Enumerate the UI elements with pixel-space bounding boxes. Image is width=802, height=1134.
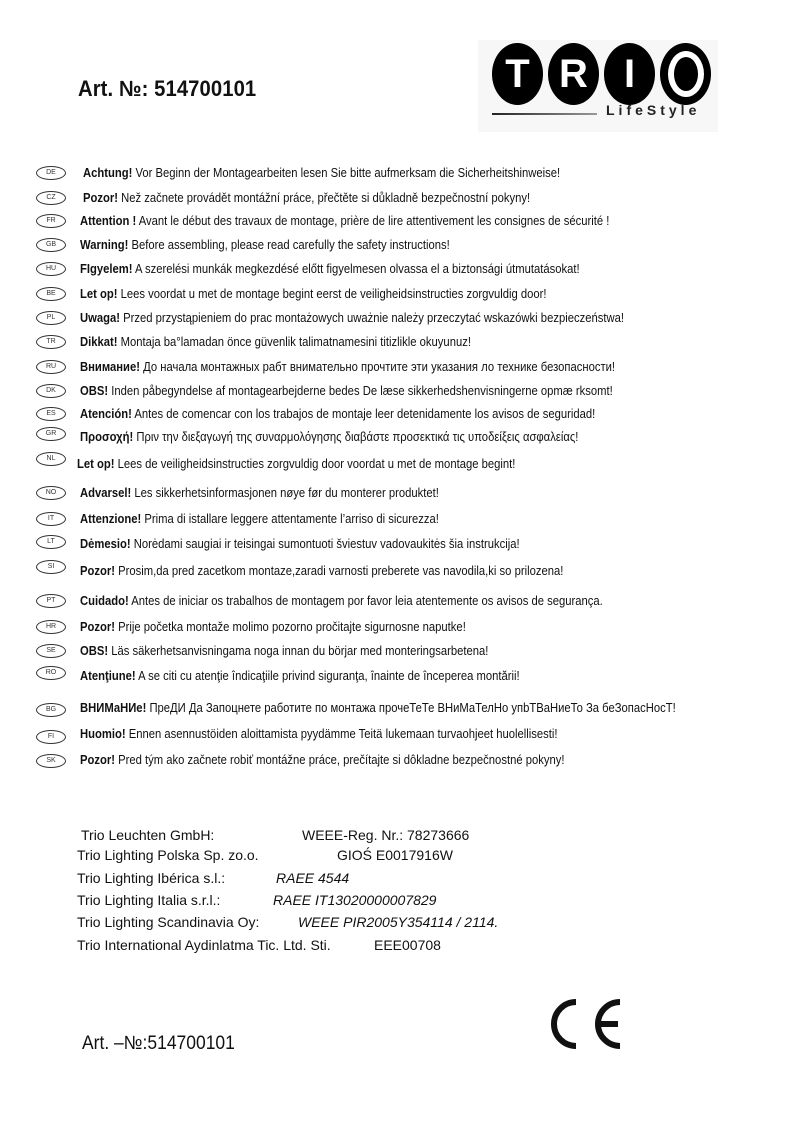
warning-title: Pozor! bbox=[80, 564, 116, 578]
company-registration: RAEE IT13020000007829 bbox=[273, 892, 437, 908]
warning-title: Внимание! bbox=[80, 360, 140, 374]
warning-title: Atenţiune! bbox=[80, 669, 136, 683]
warning-text: Antes de comencar con los trabajos de montaje leer detenidamente los avisos de seguridad! bbox=[131, 407, 596, 421]
warning-text: Montaja ba°lamadan önce güvenlik talimatnamesini titizlikle okuyunuz! bbox=[117, 335, 471, 349]
company-registration: WEEE PIR2005Y354114 / 2114. bbox=[298, 914, 499, 930]
warning-text: Lees de veiligheidsinstructies zorgvuldig door voordat u met de montage begint! bbox=[114, 457, 516, 471]
language-badge-de: DE bbox=[36, 166, 66, 180]
company-name: Trio Lighting Polska Sp. zo.o. bbox=[77, 847, 259, 863]
warning-title: Warning! bbox=[80, 238, 129, 252]
company-registration: WEEE-Reg. Nr.: 78273666 bbox=[302, 827, 470, 843]
language-badge-ro: RO bbox=[36, 666, 66, 680]
article-number-heading: Art. №: 514700101 bbox=[78, 76, 257, 101]
warning-text: Norėdami saugiai ir teisingai sumontuoti šviestuv vadovaukitės šia instrukcija! bbox=[130, 537, 520, 551]
warning-title: Achtung! bbox=[83, 166, 133, 180]
warning-title: Uwaga! bbox=[80, 311, 121, 325]
warning-title: OBS! bbox=[80, 384, 109, 398]
warning-title: OBS! bbox=[80, 644, 109, 658]
language-badge-cz: CZ bbox=[36, 191, 66, 205]
logo-letter-t: T bbox=[492, 43, 543, 105]
warning-text: Πριν την διεξαγωγή της συναρμολόγησης διαβάστε προσεκτικά τις υποδείξεις ασφαλείας! bbox=[133, 430, 579, 444]
warning-text: Ennen asennustöiden aloittamista pyydämme Teitä lukemaan turvaohjeet huolellisesti! bbox=[125, 727, 558, 741]
language-badge-dk: DK bbox=[36, 384, 66, 398]
warning-title: Attention ! bbox=[80, 214, 137, 228]
language-badge-es: ES bbox=[36, 407, 66, 421]
warning-title: Let op! bbox=[77, 457, 115, 471]
warning-title: Dikkat! bbox=[80, 335, 118, 349]
language-badge-tr: TR bbox=[36, 335, 66, 349]
company-name: Trio Lighting Scandinavia Oy: bbox=[77, 914, 260, 930]
language-badge-hu: HU bbox=[36, 262, 66, 276]
language-badge-fr: FR bbox=[36, 214, 66, 228]
language-badge-sk: SK bbox=[36, 754, 66, 768]
warning-title: Dėmesio! bbox=[80, 537, 131, 551]
warning-text: Než začnete provádět montážní práce, přečtěte si důkladně bezpečnostní pokyny! bbox=[118, 191, 531, 205]
warning-text: Prije početka montaže molimo pozorno pročitajte sigurnosne naputke! bbox=[115, 620, 466, 634]
trio-lifestyle-logo bbox=[478, 40, 718, 132]
language-badge-be: BE bbox=[36, 287, 66, 301]
language-badge-fi: FI bbox=[36, 730, 66, 744]
warning-title: Attenzione! bbox=[80, 512, 142, 526]
warning-text: Antes de iniciar os trabalhos de montagem por favor leia atentemente os avisos de segurança. bbox=[128, 594, 603, 608]
logo-letter-r: R bbox=[548, 43, 599, 105]
warning-text: Avant le début des travaux de montage, prière de lire attentivement les consignes de sécurité ! bbox=[136, 214, 610, 228]
warning-text: A se citi cu atenţie îndicaţiile privind siguranţa, înainte de începerea montării! bbox=[135, 669, 520, 683]
language-badge-gr: GR bbox=[36, 427, 66, 441]
language-badge-se: SE bbox=[36, 644, 66, 658]
logo-letter-i: I bbox=[604, 43, 655, 105]
warning-title: Atención! bbox=[80, 407, 132, 421]
warning-text: Prosim,da pred zacetkom montaze,zaradi varnosti preberete vas navodila,ki so prilozena! bbox=[115, 564, 564, 578]
warning-text: Przed przystąpieniem do prac montażowych uważnie należy przeczytać wskazówki bezpieczeństwa! bbox=[120, 311, 624, 325]
warning-text: ПреДИ Да Запоцнете работите по монтажа прочеТеТе ВНиМаТелНо упbТВаНиеТо За беЗопасНосТ! bbox=[146, 701, 676, 715]
logo-letter-o bbox=[660, 43, 711, 105]
language-badge-pl: PL bbox=[36, 311, 66, 325]
warning-title: Pozor! bbox=[83, 191, 119, 205]
language-badge-si: SI bbox=[36, 560, 66, 574]
warning-title: Προσοχή! bbox=[80, 430, 134, 444]
company-registration: RAEE 4544 bbox=[276, 870, 350, 886]
logo-underline bbox=[492, 113, 597, 115]
warning-text: До начала монтажных рабт внимательно прочтите эти указания ло технике безопасности! bbox=[139, 360, 616, 374]
language-badge-bg: BG bbox=[36, 703, 66, 717]
warning-text: Läs säkerhetsanvisningama noga innan du börjar med monteringsarbetena! bbox=[108, 644, 489, 658]
warning-text: A szerelési munkák megkezdésé előtt figyelmesen olvassa el a biztonsági útmutatásokat! bbox=[132, 262, 580, 276]
language-badge-hr: HR bbox=[36, 620, 66, 634]
company-name: Trio Lighting Ibérica s.l.: bbox=[77, 870, 226, 886]
warning-text: Inden påbegyndelse af montagearbejderne bedes De læse sikkerhedshenvisningerne opmæ rksomt! bbox=[108, 384, 613, 398]
warning-text: Pred tým ako začnete robiť montážne práce, prečítajte si dôkladne bezpečnostné pokyny! bbox=[115, 753, 565, 767]
language-badge-ru: RU bbox=[36, 360, 66, 374]
company-name: Trio Lighting Italia s.r.l.: bbox=[77, 892, 221, 908]
language-badge-no: NO bbox=[36, 486, 66, 500]
warning-title: ВНИМаНИе! bbox=[80, 701, 147, 715]
language-badge-pt: PT bbox=[36, 594, 66, 608]
language-badge-gb: GB bbox=[36, 238, 66, 252]
warning-title: FIgyelem! bbox=[80, 262, 133, 276]
article-number-footer: Art. –№:514700101 bbox=[82, 1033, 235, 1054]
company-registration: GIOŚ E0017916W bbox=[337, 847, 453, 863]
ce-mark-icon bbox=[548, 998, 628, 1050]
company-registration: EEE00708 bbox=[374, 937, 441, 953]
warning-text: Before assembling, please read carefully the safety instructions! bbox=[128, 238, 450, 252]
warning-title: Huomio! bbox=[80, 727, 126, 741]
logo-tagline: LifeStyle bbox=[606, 102, 701, 118]
language-badge-nl: NL bbox=[36, 452, 66, 466]
language-badge-it: IT bbox=[36, 512, 66, 526]
warning-title: Pozor! bbox=[80, 753, 116, 767]
company-name: Trio International Aydinlatma Tic. Ltd. Sti. bbox=[77, 937, 331, 953]
warning-text: Les sikkerhetsinformasjonen nøye før du monterer produktet! bbox=[131, 486, 439, 500]
warning-title: Let op! bbox=[80, 287, 118, 301]
company-name: Trio Leuchten GmbH: bbox=[81, 827, 215, 843]
warning-title: Cuidado! bbox=[80, 594, 129, 608]
warning-title: Advarsel! bbox=[80, 486, 132, 500]
warning-text: Lees voordat u met de montage begint eerst de veiligheidsinstructies zorgvuldig door! bbox=[117, 287, 547, 301]
warning-text: Prima di istallare leggere attentamente l’arriso di sicurezza! bbox=[141, 512, 439, 526]
warning-text: Vor Beginn der Montagearbeiten lesen Sie bitte aufmerksam die Sicherheitshinweise! bbox=[132, 166, 561, 180]
language-badge-lt: LT bbox=[36, 535, 66, 549]
warning-title: Pozor! bbox=[80, 620, 116, 634]
